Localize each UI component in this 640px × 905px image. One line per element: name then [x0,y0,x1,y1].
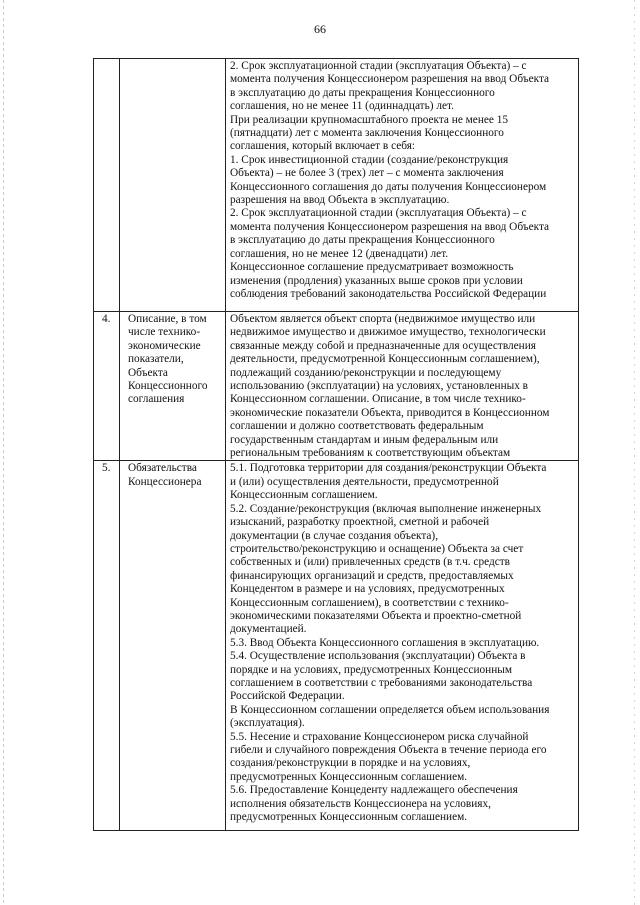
description-line: предусмотренных Концессионным соглашением. [230,811,468,824]
row-number-cell: 4. [94,312,120,461]
description-line: 5.6. Предоставление Концеденту надлежащего обеспечения [230,784,518,797]
description-line: Концессионное соглашение предусматривает возможность [230,261,514,274]
description-line: финансирующих организаций и средств, предоставляемых [230,569,514,582]
description-line: связанные между собой и предназначенные для осуществления [230,339,536,352]
description-line: использованию (эксплуатации) на условиях, установленных в [230,380,529,393]
description-line: исполнения обязательств Концессионера на условиях, [230,797,491,810]
row-title-cell [120,59,226,312]
table-row [94,461,579,831]
description-line: деятельности, предусмотренной Концессионным соглашением), [230,353,540,366]
description-line: собственных и (или) привлеченных средств (в т.ч. средств [230,556,510,569]
description-line: момента получения Концессионером разрешения на ввод Объекта [230,220,550,233]
description-line: Концессионным соглашением), в соответствии с технико- [230,596,509,609]
description-line: в эксплуатацию до даты прекращения Концессионного [230,234,495,247]
description-line: недвижимое имущество и движимое имущество, технологически [230,326,546,339]
description-line: экономические показатели Объекта, приводится в Концессионном [230,406,550,419]
row-title-line: Концессионного [128,380,208,393]
concession-terms-table [93,58,579,831]
row-title-line: показатели, [128,353,184,366]
description-line: 5.4. Осуществление использования (эксплуатации) Объекта в [230,650,526,663]
description-line: 5.1. Подготовка территории для создания/реконструкции Объекта [230,462,547,475]
row-number-cell [94,59,120,312]
description-line: соблюдения требований законодательства Российской Федерации [230,287,547,300]
description-line: Концедентом в размере и на условиях, предусмотренных [230,583,505,596]
table-row [94,59,579,312]
table-body [94,59,579,831]
description-line: соглашения, но не менее 11 (одиннадцать) лет. [230,100,454,113]
description-line: изменения (продления) указанных выше сроков при условии [230,274,523,287]
description-line: Концессионным соглашением. [230,489,378,502]
description-line: Объектом является объект спорта (недвижимое имущество или [230,313,536,325]
scan-edge-right [634,0,635,905]
description-line: государственным стандартам и иным федеральным или [230,433,499,446]
description-line: предусмотренных Концессионным соглашением. [230,770,468,783]
row-number-cell: 5. [94,461,120,831]
description-line: соглашения, который включает в себя: [230,140,416,153]
description-line: соглашением в соответствии с требованиями законодательства [230,676,533,689]
description-line: региональным требованиям к соответствующим объектам [230,447,511,460]
row-title-line: Обязательства [128,462,197,475]
description-line: Концессионного соглашения до даты получения Концессионером [230,180,547,193]
description-line: порядке и на условиях, предусмотренных Концессионным [230,663,512,676]
description-line: Концессионном соглашении. Описание, в том числе технико- [230,393,526,406]
description-line: (эксплуатация). [230,717,305,730]
row-title-line: соглашения [128,393,185,406]
description-line: подлежащий созданию/реконструкции и последующему [230,366,502,379]
row-title-line: Концессионера [128,475,202,488]
description-line: 5.3. Ввод Объекта Концессионного соглашения в эксплуатацию. [230,636,540,649]
row-title-cell [120,312,226,461]
description-line: экономическими показателями Объекта и проектно-сметной [230,609,522,622]
description-line: момента получения Концессионером разрешения на ввод Объекта [230,73,550,86]
description-line: 2. Срок эксплуатационной стадии (эксплуатация Объекта) – с [230,60,527,72]
row-title-line: Объекта [128,366,168,379]
description-line: в эксплуатацию до даты прекращения Концессионного [230,86,495,99]
description-line: Российской Федерации. [230,690,345,703]
description-line: При реализации крупномасштабного проекта не менее 15 [230,113,509,126]
description-line: (пятнадцати) лет с момента заключения Концессионного [230,127,504,140]
scan-edge-left [3,0,4,905]
description-line: документацией. [230,623,307,636]
description-line: документации (в случае создания объекта), [230,529,439,542]
description-line: гибели и случайного повреждения Объекта в течение периода его [230,744,547,756]
description-line: 5.2. Создание/реконструкция (включая выполнение инженерных [230,502,542,515]
row-title-cell [120,461,226,831]
row-description-cell [226,59,579,312]
description-line: изысканий, разработку проектной, сметной и рабочей [230,516,490,529]
description-line: и (или) осуществления деятельности, предусмотренной [230,475,499,488]
description-line: 5.5. Несение и страхование Концессионером риска случайной [230,730,529,743]
description-line: 2. Срок эксплуатационной стадии (эксплуатация Объекта) – с [230,207,527,220]
description-line: Объекта) – не более 3 (трех) лет – с момента заключения [230,167,504,180]
description-line: соглашения, но не менее 12 (двенадцати) лет. [230,247,449,260]
row-title-line: Описание, в том [128,313,207,325]
description-line: В Концессионном соглашении определяется объем использования [230,703,550,716]
row-title-line: экономические [128,339,201,352]
row-description-cell [226,461,579,831]
description-line: создания/реконструкции в порядке и на условиях, [230,757,471,770]
description-line: 1. Срок инвестиционной стадии (создание/реконструкция [230,153,509,166]
row-title-line: числе технико- [128,326,201,339]
description-line: разрешения на ввод Объекта в эксплуатацию. [230,194,450,207]
page-number: 66 [314,22,326,36]
description-line: соглашении и должно соответствовать федеральным [230,420,484,433]
description-line: строительство/реконструкцию и оснащение) Объекта за счет [230,542,524,555]
table-row [94,312,579,461]
row-description-cell [226,312,579,461]
